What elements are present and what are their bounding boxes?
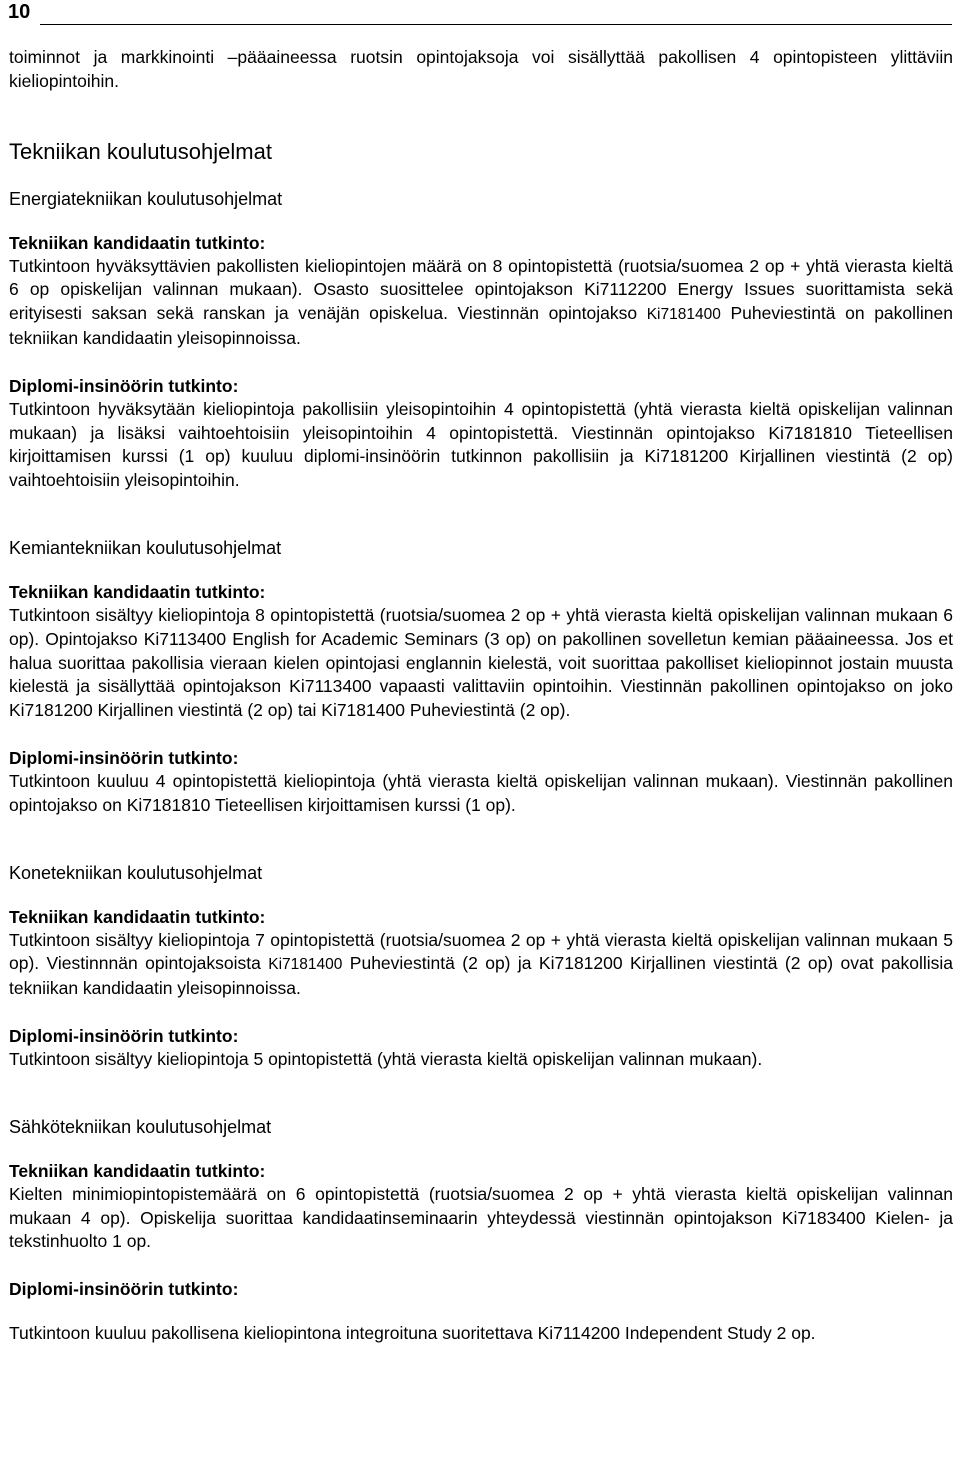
master-heading: Diplomi-insinöörin tutkinto:: [9, 747, 239, 768]
program-chemistry: [9, 536, 953, 818]
master-text: Tutkintoon kuuluu 4 opintopistettä kieliopintoja (yhtä vierasta kieltä opiskelijan valinnan mukaan). Viestinnän pakollinen opintojakso on Ki7181810 Tieteellisen kirjoittamisen kurssi (1 op).: [9, 770, 953, 815]
bachelor-text-part: Puheviestintä on pakollinen tekniikan kandidaatin yleisopinnoissa.: [9, 303, 953, 348]
bachelor-heading: Tekniikan kandidaatin tutkinto:: [9, 1160, 266, 1181]
master-text: Tutkintoon sisältyy kieliopintoja 5 opintopistettä (yhtä vierasta kieltä opiskelijan valinnan mukaan).: [9, 1048, 763, 1069]
header-rule: [40, 24, 952, 25]
intro-paragraph: toiminnot ja markkinointi –pääaineessa ruotsin opintojaksoja voi sisällyttää pakollisen 4 opintopisteen ylittäviin kieliopintoihin.: [9, 47, 953, 91]
program-energy: [9, 187, 953, 493]
program-electrical: [9, 1115, 953, 1346]
bachelor-text: Kielten minimiopintopistemäärä on 6 opintopistettä (ruotsia/suomea 2 op + yhtä vierasta kieltä opiskelijan valinnan mukaan 4 op). Opiskelija suorittaa kandidaatinseminaarin yhteydessä viestinnän opintojakson Ki7183400 Kielen- ja tekstinhuolto 1 op.: [9, 1183, 953, 1252]
bachelor-text: [9, 929, 953, 1001]
document-body: [9, 46, 953, 1346]
program-mechanical: [9, 861, 953, 1072]
program-title: Kemiantekniikan koulutusohjelmat: [9, 537, 282, 558]
main-heading: Tekniikan koulutusohjelmat: [9, 138, 272, 164]
program-title: Energiatekniikan koulutusohjelmat: [9, 188, 283, 209]
bachelor-text-part: Tutkintoon sisältyy kieliopintoja 7 opintopistettä (ruotsia/suomea 2 op + yhtä vierasta kieltä opiskelijan valinnan mukaan 5 op). Viestinnnän opintojaksoista: [9, 929, 953, 974]
master-heading: Diplomi-insinöörin tutkinto:: [9, 1279, 239, 1300]
master-heading: Diplomi-insinöörin tutkinto:: [9, 375, 239, 396]
bachelor-text: Tutkintoon sisältyy kieliopintoja 8 opintopistettä (ruotsia/suomea 2 op + yhtä vierasta kieltä opiskelijan valinnan mukaan 6 op). Opintojakso Ki7113400 English for Academic Seminars (3 op) on pakollinen sovelletun kemian pääaineessa. Jos et halua suorittaa pakollisia vieraan kielen opintojasi englannin kielestä, voit suorittaa pakolliset kieliopinnot jostain muusta kielestä ja sisällyttää opintojakson Ki7113400 vapaasti valittaviin opintoihin. Viestinnän pakollinen opintojakso on joko Ki7181200 Kirjallinen viestintä (2 op) tai Ki7181400 Puheviestintä (2 op).: [9, 604, 953, 721]
page-number: 10: [8, 1, 31, 23]
master-text: Tutkintoon hyväksytään kieliopintoja pakollisiin yleisopintoihin 4 opintopistettä (yhtä vierasta kieltä opiskelijan valinnan mukaan) ja lisäksi vaihtoehtoisiin yleisopintoihin 4 opintopistettä. Viestinnän opintojakso Ki7181810 Tieteellisen kirjoittamisen kurssi (1 op) kuuluu diplomi-insinöörin tutkinnon pakollisiin ja Ki7181200 Kirjallinen viestintä (2 op) vaihtoehtoisiin yleisopintoihin.: [9, 398, 953, 491]
master-heading: Diplomi-insinöörin tutkinto:: [9, 1025, 239, 1046]
program-title: Konetekniikan koulutusohjelmat: [9, 862, 263, 883]
bachelor-heading: Tekniikan kandidaatin tutkinto:: [9, 232, 266, 253]
program-title: Sähkötekniikan koulutusohjelmat: [9, 1116, 272, 1137]
bachelor-heading: Tekniikan kandidaatin tutkinto:: [9, 906, 266, 927]
course-code: Ki7181400: [646, 306, 721, 324]
bachelor-text-part: Tutkintoon hyväksyttävien pakollisten kieliopintojen määrä on 8 opintopistettä (ruotsia/suomea 2 op + yhtä vierasta kieltä 6 op opiskelijan valinnan mukaan). Osasto suosittelee opintojakson Ki7112200 Energy Issues suorittamista sekä erityisesti saksan sekä ranskan ja venäjän opiskelua. Viestinnän opintojakso: [9, 255, 953, 324]
bachelor-text-part: Puheviestintä (2 op) ja Ki7181200 Kirjallinen viestintä (2 op) ovat pakollisia tekniikan kandidaatin yleisopinnoissa.: [9, 953, 953, 999]
bachelor-text: [9, 255, 953, 351]
master-text: Tutkintoon kuuluu pakollisena kieliopintona integroituna suoritettava Ki7114200 Independent Study 2 op.: [9, 1323, 816, 1344]
course-code: Ki7181400: [268, 956, 343, 974]
bachelor-heading: Tekniikan kandidaatin tutkinto:: [9, 581, 266, 602]
